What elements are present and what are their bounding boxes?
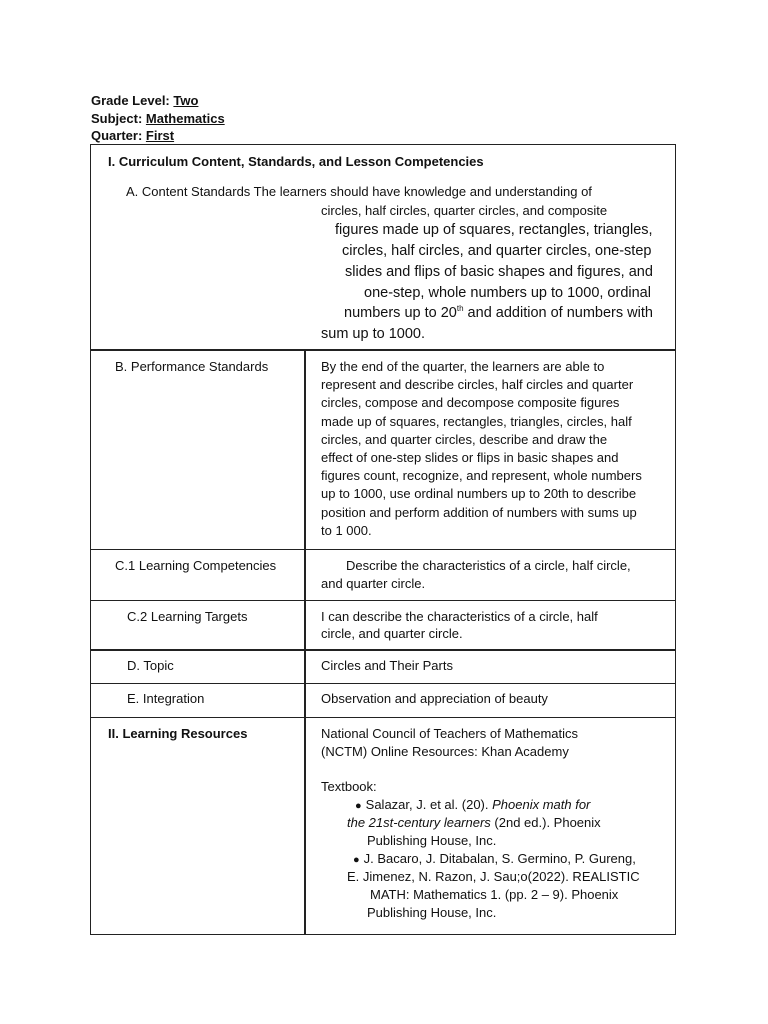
quarter-label: Quarter: — [91, 128, 143, 143]
subject-label: Subject: — [91, 110, 143, 126]
learning-competencies-text — [321, 557, 667, 593]
integration-label: E. Integration — [127, 691, 205, 706]
learning-targets-label: C.2 Learning Targets — [127, 609, 248, 624]
row-divider — [91, 649, 675, 651]
performance-line-1: By the end of the quarter, the learners are able to — [321, 359, 605, 374]
learning-resources-label: II. Learning Resources — [108, 726, 248, 741]
resources-line-2: (NCTM) Online Resources: Khan Academy — [321, 744, 569, 759]
column-divider — [304, 350, 306, 934]
reference-1-edition: (2nd ed.). Phoenix — [490, 815, 601, 830]
reference-1-line-2 — [347, 814, 601, 832]
quarter-value: First — [145, 128, 175, 143]
learning-competencies-label: C.1 Learning Competencies — [115, 558, 277, 573]
grade-level-value: Two — [173, 93, 199, 108]
content-standards-line-3: figures made up of squares, rectangles, triangles, — [335, 222, 653, 238]
lesson-header — [91, 92, 225, 145]
targets-line-2: circle, and quarter circle. — [321, 626, 463, 641]
learning-targets-text — [321, 608, 667, 642]
reference-1-title-b: the 21st-century learners — [347, 815, 491, 830]
resources-line-1: National Council of Teachers of Mathematics — [321, 726, 578, 741]
bullet-icon — [355, 797, 366, 812]
performance-line-5: circles, and quarter circles, describe and draw the — [321, 431, 608, 447]
ordinal-superscript: th — [456, 304, 464, 314]
topic-label: D. Topic — [127, 658, 174, 673]
reference-1-title-a: Phoenix math for — [492, 797, 591, 812]
reference-1-line-1 — [355, 796, 590, 815]
content-standards-line-6: one-step, whole numbers up to 1000, ordinal — [364, 285, 651, 301]
textbook-label: Textbook: — [321, 779, 377, 794]
competencies-line-1: Describe the characteristics of a circle, half circle, — [346, 558, 631, 573]
section-1-title: I. Curriculum Content, Standards, and Lesson Competencies — [108, 154, 484, 169]
competencies-line-2: and quarter circle. — [321, 576, 426, 592]
reference-2-authors: J. Bacaro, J. Ditabalan, S. Germino, P. Gureng, — [363, 851, 636, 866]
reference-2-line-1 — [353, 850, 636, 869]
content-standards-line-8: sum up to 1000. — [321, 326, 425, 342]
reference-2-line-2: E. Jimenez, N. Razon, J. Sau;o(2022). REALISTIC — [347, 869, 640, 884]
performance-line-8: up to 1000, use ordinal numbers up to 20th to describe — [321, 486, 637, 502]
row-divider — [91, 349, 675, 351]
subject-value: Mathematics — [145, 110, 225, 126]
targets-line-1: I can describe the characteristics of a circle, half — [321, 609, 598, 624]
performance-standards-label: B. Performance Standards — [115, 359, 269, 374]
performance-line-10: to 1 000. — [321, 522, 372, 538]
performance-line-9: position and perform addition of numbers with sums up — [321, 504, 637, 520]
row-divider — [91, 600, 675, 601]
reference-2-line-4: Publishing House, Inc. — [367, 905, 497, 920]
bullet-icon — [353, 851, 364, 866]
quarter-line — [91, 127, 225, 145]
reference-1-author: Salazar, J. et al. (20). — [365, 797, 493, 812]
performance-line-4: made up of squares, rectangles, triangles, circles, half — [321, 413, 632, 429]
performance-line-2: represent and describe circles, half circles and quarter — [321, 377, 634, 393]
lesson-table — [90, 144, 676, 935]
content-standards-line-7b: and addition of numbers with — [463, 305, 653, 321]
subject-line — [91, 110, 225, 128]
grade-level-label: Grade Level: — [91, 93, 170, 108]
topic-text: Circles and Their Parts — [321, 658, 453, 673]
reference-1-line-3: Publishing House, Inc. — [367, 833, 497, 848]
grade-level-line — [91, 92, 225, 110]
integration-text: Observation and appreciation of beauty — [321, 691, 548, 706]
row-divider — [91, 549, 675, 550]
content-standards-line-7a: numbers up to 20 — [344, 305, 457, 321]
performance-line-6: effect of one-step slides or flips in basic shapes and — [321, 450, 619, 466]
content-standards-line-2: circles, half circles, quarter circles, and composite — [321, 203, 608, 218]
performance-standards-text — [321, 358, 667, 540]
performance-line-3: circles, compose and decompose composite figures — [321, 395, 620, 411]
row-divider — [91, 717, 675, 718]
reference-2-line-3: MATH: Mathematics 1. (pp. 2 – 9). Phoenix — [370, 887, 619, 902]
content-standards-line-1: A. Content Standards The learners should have knowledge and understanding of — [126, 184, 592, 199]
content-standards-line-7 — [344, 303, 653, 324]
performance-line-7: figures count, recognize, and represent, whole numbers — [321, 468, 642, 484]
content-standards-line-4: circles, half circles, and quarter circles, one-step — [342, 243, 652, 259]
content-standards-line-5: slides and flips of basic shapes and figures, and — [345, 264, 653, 280]
row-divider — [91, 683, 675, 684]
